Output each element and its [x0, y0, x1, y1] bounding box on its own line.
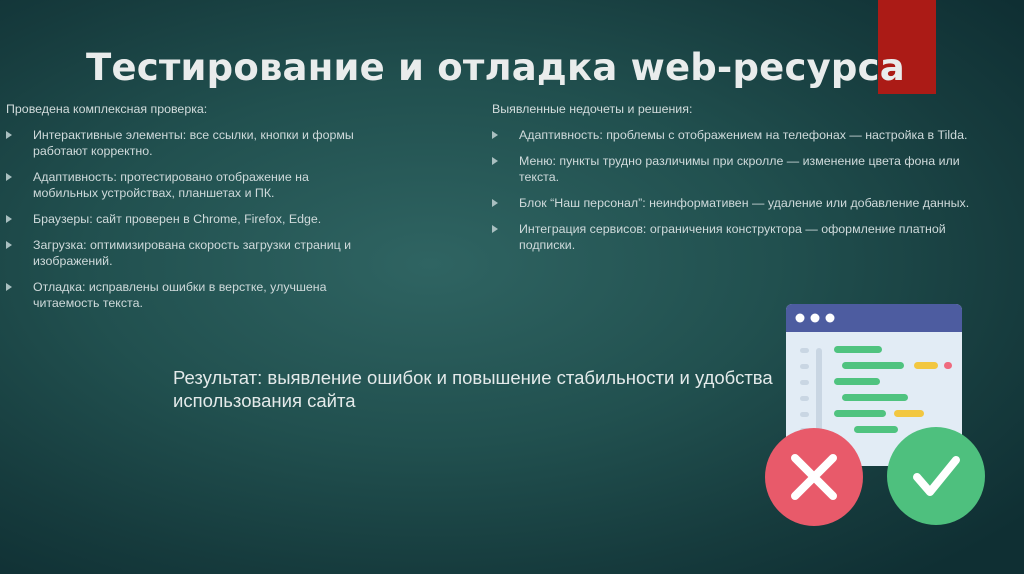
list-item	[6, 127, 376, 159]
list-item	[6, 169, 376, 201]
list-item	[6, 211, 376, 227]
list-item-text: Адаптивность: проблемы с отображением на телефонах — настройка в Tilda.	[519, 128, 968, 142]
bullet-arrow-icon	[492, 225, 498, 233]
list-item-text: Загрузка: оптимизирована скорость загрузки страниц и изображений.	[33, 238, 352, 268]
bullet-arrow-icon	[492, 131, 498, 139]
list-item-text: Блок “Наш персонал”: неинформативен — удаление или добавление данных.	[519, 196, 970, 210]
list-item-text: Адаптивность: протестировано отображение на мобильных устройствах, планшетах и ПК.	[33, 170, 309, 200]
slide-title: Тестирование и отладка web-ресурса	[86, 46, 905, 89]
result-text: Результат: выявление ошибок и повышение стабильности и удобства использования сайта	[173, 367, 773, 411]
bullet-arrow-icon	[6, 283, 12, 291]
list-item	[492, 153, 1000, 185]
list-item-text: Отладка: исправлены ошибки в верстке, улучшена читаемость текста.	[33, 280, 327, 310]
cross-icon	[765, 428, 863, 526]
list-item-text: Браузеры: сайт проверен в Chrome, Firefox, Edge.	[33, 212, 322, 226]
testing-illustration	[764, 300, 1000, 530]
list-item	[492, 221, 1000, 253]
bullet-arrow-icon	[492, 199, 498, 207]
right-column	[492, 102, 1000, 263]
bullet-arrow-icon	[6, 131, 12, 139]
right-column-heading: Выявленные недочеты и решения:	[492, 102, 693, 116]
right-bullet-list	[492, 127, 1000, 253]
left-column-heading: Проведена комплексная проверка:	[6, 102, 208, 116]
list-item	[492, 195, 1000, 211]
bullet-arrow-icon	[492, 157, 498, 165]
list-item	[492, 127, 1000, 143]
bullet-arrow-icon	[6, 215, 12, 223]
bullet-arrow-icon	[6, 173, 12, 181]
list-item-text: Интеграция сервисов: ограничения конструктора — оформление платной подписки.	[519, 222, 946, 252]
bullet-arrow-icon	[6, 241, 12, 249]
list-item-text: Меню: пункты трудно различимы при скролле — изменение цвета фона или текста.	[519, 154, 960, 184]
check-icon	[887, 427, 985, 525]
list-item-text: Интерактивные элементы: все ссылки, кнопки и формы работают корректно.	[33, 128, 354, 158]
list-item	[6, 237, 376, 269]
left-bullet-list	[6, 127, 376, 311]
left-column	[6, 102, 376, 321]
list-item	[6, 279, 376, 311]
